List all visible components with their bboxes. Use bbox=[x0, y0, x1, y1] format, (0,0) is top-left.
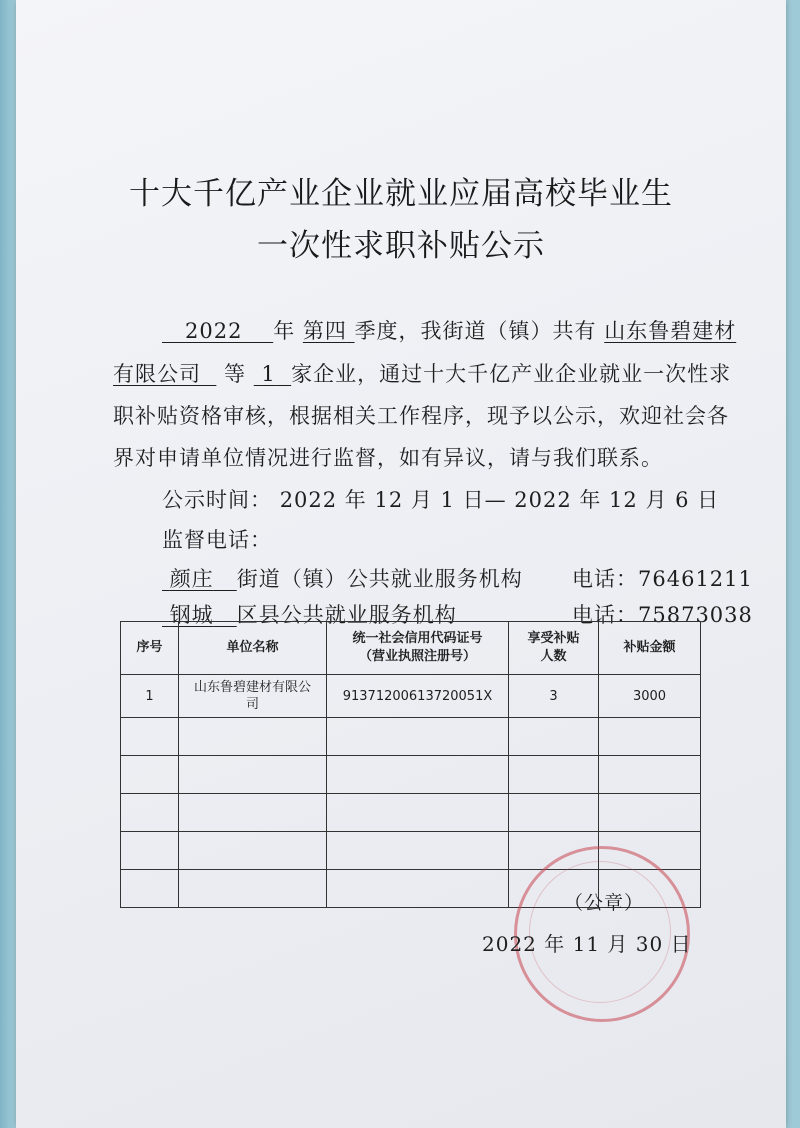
cell-code bbox=[327, 832, 509, 870]
sign-date: 2022 年 11 月 30 日 bbox=[482, 932, 692, 956]
cell-people: 3 bbox=[509, 675, 599, 718]
cell-people bbox=[509, 794, 599, 832]
contact-phone-2: 电话：75873038 bbox=[572, 603, 753, 627]
cell-code bbox=[327, 756, 509, 794]
table-row bbox=[121, 794, 701, 832]
cell-name bbox=[179, 870, 327, 908]
cell-name bbox=[179, 756, 327, 794]
cell-amount bbox=[599, 794, 701, 832]
quarter-suffix: 季度，我街道（镇）共有 bbox=[354, 319, 597, 343]
cell-amount bbox=[599, 718, 701, 756]
contact-org-1: 街道（镇）公共就业服务机构 bbox=[236, 567, 523, 591]
cell-code: 91371200613720051X bbox=[327, 675, 509, 718]
paragraph-line-2 bbox=[113, 358, 731, 388]
header-no: 序号 bbox=[121, 622, 179, 675]
title-line-1: 十大千亿产业企业就业应届高校毕业生 bbox=[129, 176, 673, 212]
period-value: 2022 年 12 月 1 日— 2022 年 12 月 6 日 bbox=[279, 488, 720, 512]
seal-label: （公章） bbox=[564, 892, 645, 914]
cell-no bbox=[121, 756, 179, 794]
header-name: 单位名称 bbox=[179, 622, 327, 675]
quarter-field: 第四 bbox=[302, 319, 347, 343]
notice-paper bbox=[16, 0, 786, 1128]
company-field-1: 山东鲁碧建材 bbox=[604, 319, 737, 343]
cell-no bbox=[121, 832, 179, 870]
company-field-2: 有限公司 bbox=[113, 362, 201, 386]
contact-org-2: 区县公共就业服务机构 bbox=[236, 603, 457, 627]
year-suffix: 年 bbox=[273, 319, 296, 343]
table-row bbox=[121, 675, 701, 718]
period-label: 公示时间： bbox=[162, 488, 272, 512]
cell-no bbox=[121, 794, 179, 832]
paragraph-line-4: 界对申请单位情况进行监督，如有异议，请与我们联系。 bbox=[113, 446, 663, 470]
year-field: 2022 bbox=[185, 319, 243, 343]
cell-people bbox=[509, 756, 599, 794]
paragraph-rest-1: 家企业，通过十大千亿产业企业就业一次性求 bbox=[291, 362, 732, 386]
cell-name: 山东鲁碧建材有限公 司 bbox=[179, 675, 327, 718]
contact-name-1: 颜庄 bbox=[169, 567, 214, 591]
header-amount: 补贴金额 bbox=[599, 622, 701, 675]
period-line bbox=[162, 484, 719, 514]
table-row bbox=[121, 718, 701, 756]
paragraph-line-3: 职补贴资格审核，根据相关工作程序，现予以公示，欢迎社会各 bbox=[113, 404, 729, 428]
table-header-row bbox=[121, 622, 701, 675]
cell-code bbox=[327, 794, 509, 832]
cell-name bbox=[179, 718, 327, 756]
cell-no: 1 bbox=[121, 675, 179, 718]
cell-code bbox=[327, 718, 509, 756]
cell-name bbox=[179, 832, 327, 870]
title-line-2: 一次性求职补贴公示 bbox=[257, 228, 545, 264]
cell-no bbox=[121, 718, 179, 756]
cell-no bbox=[121, 870, 179, 908]
cell-code bbox=[327, 870, 509, 908]
contact-phone-1: 电话：76461211 bbox=[572, 567, 753, 591]
cell-name bbox=[179, 794, 327, 832]
supervise-label: 监督电话： bbox=[162, 528, 272, 552]
deng-text: 等 bbox=[224, 362, 247, 386]
cell-amount bbox=[599, 756, 701, 794]
count-field: 1 bbox=[261, 362, 276, 386]
paragraph-line-1 bbox=[162, 315, 736, 345]
cell-people bbox=[509, 718, 599, 756]
contact-name-2: 钢城 bbox=[169, 603, 214, 627]
cell-amount: 3000 bbox=[599, 675, 701, 718]
header-people: 享受补贴 人数 bbox=[509, 622, 599, 675]
header-code: 统一社会信用代码证号 （营业执照注册号） bbox=[327, 622, 509, 675]
table-row bbox=[121, 756, 701, 794]
contact-line-1 bbox=[162, 563, 523, 593]
